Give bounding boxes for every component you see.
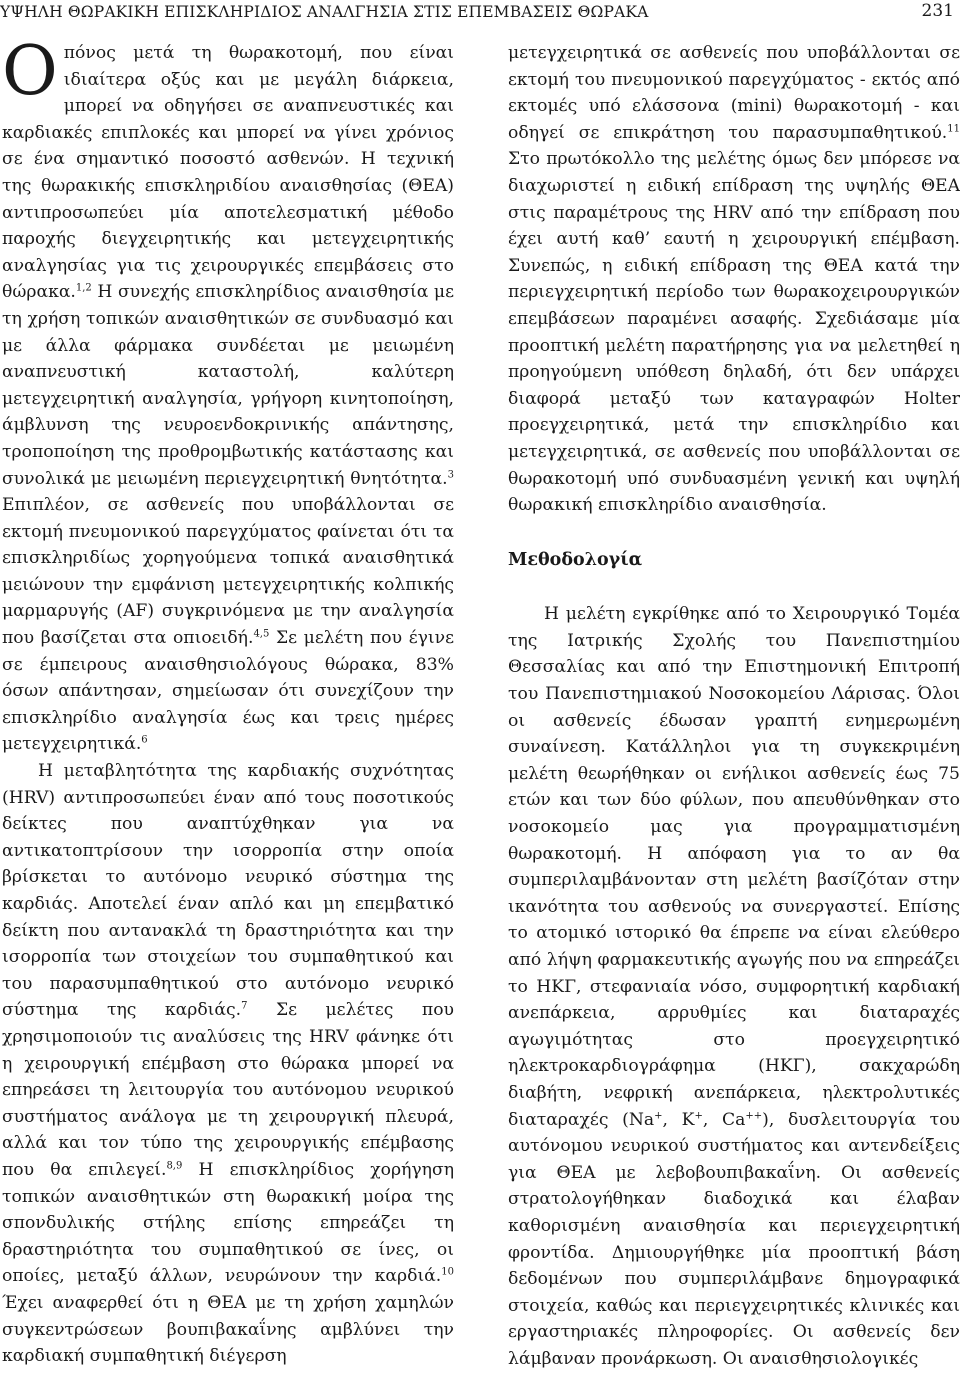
page-number: 231 xyxy=(921,1,954,21)
methods-paragraph xyxy=(508,601,960,1372)
text-run: Η μεταβλητότητα της καρδιακής συχνότητας (HRV) αντιπροσωπεύει έναν από τους ποσοτικούς δείκτες που αναπτύχθηκαν για να αντικατοπτρίσουν την ισορροπία στην οποία βρίσκεται το αυτόνομο νευρικό σύστημα της καρδιάς. Αποτελεί έναν απλό και μη επεμβατικό δείκτη που αντανακλά τη δραστηριότητα και την ισορροπία των στοιχείων του συμπαθητικού και του παρασυμπαθητικού στο αυτόνομο νευρικό σύστημα της καρδιάς. xyxy=(2,761,454,1021)
citation: 6 xyxy=(141,734,148,746)
text-run: , Ca xyxy=(702,1109,746,1130)
text-run: Η συνεχής επισκληρίδιος αναισθησία με τη χρήση τοπικών αναισθητικών σε συνδυασμό και με άλλα φάρμακα συνδέεται με μειωμένη αναπνευστική καταστολή, καλύτερη μετεγχειρητική αναλγησία, γρήγορη κινητοποίηση, άμβλυνση της νευροενδοκρινικής απάντησης, τροποποίηση της προθρομβωτικής κατάστασης και συνολικά με μειωμένη περιεγχειρητική θνητότητα. xyxy=(2,282,454,489)
intro-paragraph xyxy=(2,32,454,758)
superscript: + xyxy=(694,1109,703,1121)
text-run: Η επισκληρίδιος χορήγηση τοπικών αναισθητικών στη θωρακική μοίρα της σπονδυλικής στήλης επίσης επηρεάζει τη δραστηριότητα του συμπαθητικού σε ίνες, οι οποίες, μεταξύ άλλων, νευρώνουν την καρδιά. xyxy=(2,1159,455,1287)
text-run: μετεγχειρητικά σε ασθενείς που υποβάλλονται σε εκτομή του πνευμονικού παρεγχύματος - εκτός από εκτομές υπό ελάσσονα (mini) θωρακοτομή - και οδηγεί σε επικράτηση του παρασυμπαθητικού. xyxy=(508,43,960,143)
text-run: ), δυσλειτουργία του αυτόνομου νευρικού συστήματος και αντενδείξεις για ΘΕΑ με λεβοβουπιβακαΐνη. Οι ασθενείς στρατολογήθηκαν διαδοχικά και έλαβαν καθορισμένη αναισθησία και περιεγχειρητική φροντίδα. Δημιουργήθηκε μία προοπτική βάση δεδομένων που συμπεριλάμβανε δημογραφικά στοιχεία, καθώς και περιεγχειρητικές κλινικές και εργαστηριακές πληροφορίες. Οι ασθενείς δεν λάμβαναν προνάρκωση. Οι αναισθησιολογικές xyxy=(508,1109,960,1369)
citation: 3 xyxy=(447,468,454,480)
running-title: ΥΨΗΛΗ ΘΩΡΑΚΙΚΗ ΕΠΙΣΚΛΗΡΙΔΙΟΣ ΑΝΑΛΓΗΣΙΑ ΣΤΙΣ ΕΠΕΜΒΑΣΕΙΣ ΘΩΡΑΚΑ xyxy=(0,3,649,21)
continued-paragraph xyxy=(508,40,960,519)
text-run: Στο πρωτόκολλο της μελέτης όμως δεν μπόρεσε να διαχωριστεί η ειδική επίδραση της υψηλής ΘΕΑ στις παραμέτρους της HRV από την επίδραση που έχει αυτή καθ’ εαυτή η χειρουργική επέμβαση. Συνεπώς, η ειδική επίδραση της ΘΕΑ κατά την περιεγχειρητική περίοδο των θωρακοχειρουργικών επεμβάσεων παραμένει ασαφής. Σχεδιάσαμε μία προοπτική μελέτη παρατήρησης για να μελετηθεί η προηγούμενη υπόθεση δηλαδή, ότι δεν υπάρχει διαφορά μεταξύ των καταγραφών Holter προεγχειρητικά, μετά την επισκληρίδιο και μετεγχειρητικά, σε ασθενείς που υποβάλλονται σε θωρακοτομή υπό συνδυασμένη γενική και υψηλή θωρακική επισκληρίδιο αναισθησία. xyxy=(508,149,960,516)
superscript: ++ xyxy=(745,1109,763,1121)
citation: 10 xyxy=(441,1266,454,1278)
text-run: , K xyxy=(662,1109,695,1130)
citation: 4,5 xyxy=(253,628,270,640)
citation: 1,2 xyxy=(75,282,92,294)
text-run: Σε μελέτη που έγινε σε έμπειρους αναισθησιολόγους θώρακα, 83% όσων απάντησαν, σημείωσαν ότι συνεχίζουν την επισκληρίδιο αναλγησία έως και τρεις ημέρες μετεγχειρητικά. xyxy=(2,628,454,755)
page-header xyxy=(0,0,960,30)
text-run: Σε μελέτες που χρησιμοποιούν τις αναλύσεις της HRV φάνηκε ότι η χειρουργική επέμβαση στο θώρακα μπορεί να επηρεάσει τη λειτουργία του αυτόνομου νευρικού συστήματος ανάλογα με τη χειρουργική πλευρά, αλλά και τον τύπο της χειρουργικής επέμβασης που θα επιλεγεί. xyxy=(2,1000,454,1180)
text-run: Η μελέτη εγκρίθηκε από το Χειρουργικό Τομέα της Ιατρικής Σχολής του Πανεπιστημίου Θεσσαλίας και από την Επιστημονική Επιτροπή του Πανεπιστημιακού Νοσοκομείου Λάρισας. Όλοι οι ασθενείς έδωσαν γραπτή ενημερωμένη συναίνεση. Κατάλληλοι για τη συγκεκριμένη μελέτη θεωρήθηκαν οι ενήλικοι ασθενείς έως 75 ετών και των δύο φύλων, που απευθύνθηκαν στο νοσοκομείο μας για προγραμματισμένη θωρακοτομή. Η απόφαση για το αν θα συμπεριλαμβάνονταν στη μελέτη βασίζόταν στην ικανότητα του ασθενούς να συνεργαστεί. Επίσης το ατομικό ιστορικό θα έπρεπε να είναι ελεύθερο από λήψη φαρμακευτικής αγωγής που να επηρεάζει το ΗΚΓ, στεφανιαία νόσο, συμφορητική καρδιακή ανεπάρκεια, αρρυθμίες και διαταραχές αγωγιμότητας στο προεγχειρητικό ηλεκτροκαρδιογράφημα (ΗΚΓ), σακχαρώδη διαβήτη, νεφρική ανεπάρκεια, ηλεκτρολυτικές διαταραχές (Na xyxy=(508,604,960,1130)
superscript: + xyxy=(654,1109,663,1121)
left-column xyxy=(2,32,455,1370)
citation: 11 xyxy=(947,123,960,135)
citation: 7 xyxy=(241,1000,248,1012)
right-column xyxy=(508,40,960,1373)
hrv-paragraph xyxy=(2,758,454,1370)
section-heading-methodology: Μεθοδολογία xyxy=(508,549,643,570)
citation: 8,9 xyxy=(166,1160,183,1172)
text-run: Επιπλέον, σε ασθενείς που υποβάλλονται σε εκτομή πνευμονικού παρεγχύματος φαίνεται ότι τα επισκληριδίως χορηγούμενα τοπικά αναισθητικά μειώνουν την εμφάνιση μετεγχειρητικής κολπικής μαρμαρυγής (AF) συγκρινόμενα με την αναλγησία που βασίζεται στα οπιοειδή. xyxy=(2,495,454,649)
text-run: Έχει αναφερθεί ότι η ΘΕΑ με τη χρήση χαμηλών συγκεντρώσεων βουπιβακαΐνης αμβλύνει την καρδιακή συμπαθητική διέγερση xyxy=(2,1292,454,1367)
drop-cap: Ο xyxy=(2,32,58,111)
text-run: πόνος μετά τη θωρακοτομή, που είναι ιδιαίτερα οξύς και με μεγάλη διάρκεια, μπορεί να οδηγήσει σε αναπνευστικές και καρδιακές επιπλοκές και μπορεί να γίνει χρόνιος σε ένα σημαντικό ποσοστό ασθενών. Η τεχνική της θωρακικής επισκληριδίου αναισθησίας (ΘΕΑ) αντιπροσωπεύει μία αποτελεσματική μέθοδο παροχής διεγχειρητικής και μετεγχειρητικής αναλγησίας για τις χειρουργικές επεμβάσεις στο θώρακα. xyxy=(2,43,454,303)
